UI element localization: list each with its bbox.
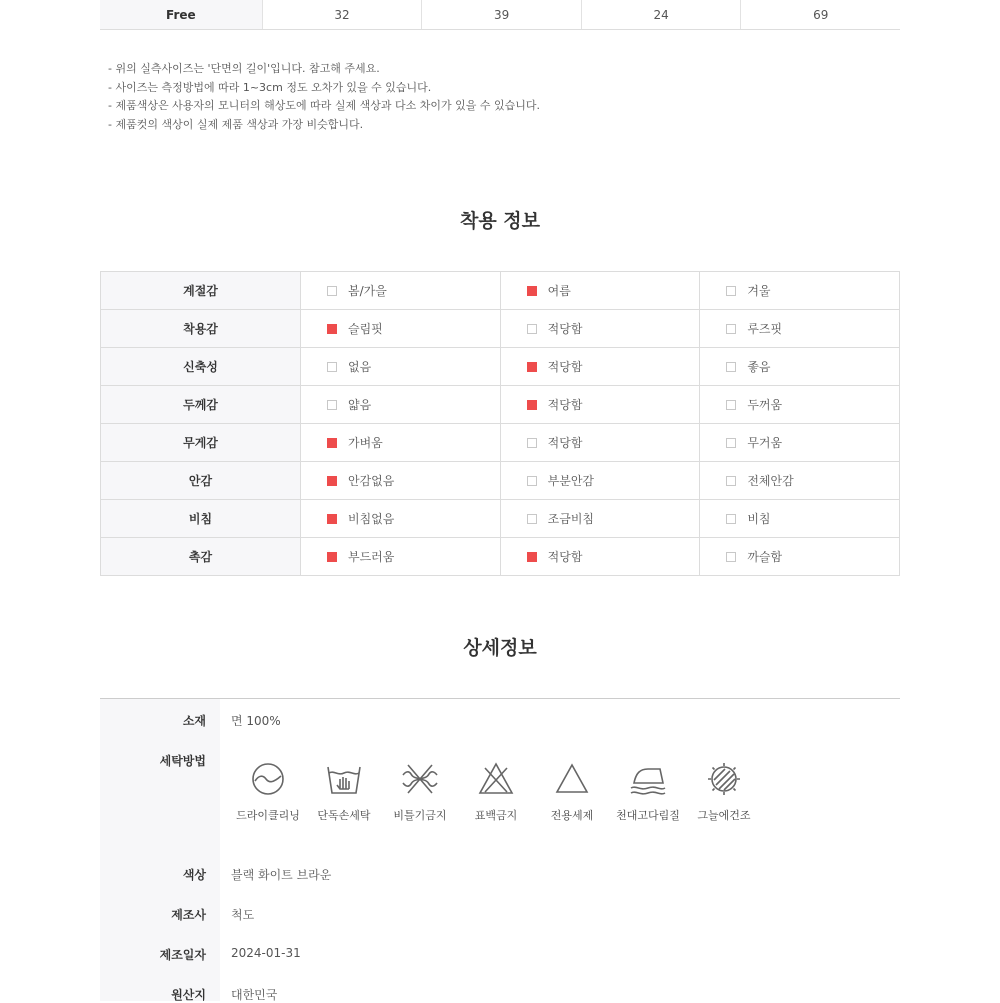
unchecked-box-icon <box>527 514 537 524</box>
wear-option-text: 안감없음 <box>348 474 395 488</box>
checked-box-icon <box>527 552 537 562</box>
wear-row-label: 계절감 <box>101 272 301 310</box>
wear-option <box>301 500 501 538</box>
wear-option-text: 조금비침 <box>547 512 595 526</box>
wear-option <box>301 462 501 500</box>
shade-dry-icon <box>704 759 744 799</box>
wear-option <box>301 272 501 310</box>
wash-icons <box>230 759 762 823</box>
wash-label-text: 표백금지 <box>474 809 518 822</box>
checked-box-icon <box>327 476 337 486</box>
no-bleach-icon <box>476 759 516 799</box>
material-value: 면 100% <box>231 714 281 728</box>
wear-option <box>301 386 501 424</box>
detergent-icon <box>552 759 592 799</box>
wear-row <box>101 348 900 386</box>
wear-row-label: 두께감 <box>101 386 301 424</box>
wear-option-text: 적당함 <box>547 322 583 336</box>
checked-box-icon <box>327 552 337 562</box>
date-value: 2024-01-31 <box>231 946 301 960</box>
wear-option-text: 적당함 <box>547 398 583 412</box>
checked-box-icon <box>327 438 337 448</box>
wear-option <box>500 310 700 348</box>
note-line: - 제품컷의 색상이 실제 제품 색상과 가장 비슷합니다. <box>108 117 364 131</box>
unchecked-box-icon <box>726 324 736 334</box>
origin-label: 원산지 <box>171 988 206 1002</box>
wash-item <box>382 759 458 823</box>
wear-option <box>301 424 501 462</box>
checked-box-icon <box>527 362 537 372</box>
unchecked-box-icon <box>327 400 337 410</box>
size-cell: 24 <box>581 0 741 29</box>
wash-item <box>610 759 686 823</box>
wear-option <box>700 310 900 348</box>
wear-option <box>500 538 700 576</box>
wash-label-text: 단독손세탁 <box>317 809 371 822</box>
wear-option <box>301 310 501 348</box>
wear-row <box>101 424 900 462</box>
wear-row-label: 안감 <box>101 462 301 500</box>
unchecked-box-icon <box>726 286 736 296</box>
wear-option <box>301 348 501 386</box>
wear-option-text: 슬림핏 <box>348 322 383 336</box>
note-line: - 위의 실측사이즈는 '단면의 길이'입니다. 참고해 주세요. <box>108 62 380 75</box>
wear-option-text: 부분안감 <box>547 474 595 488</box>
wear-row-label: 촉감 <box>101 538 301 576</box>
wear-row-label: 착용감 <box>101 310 301 348</box>
wear-option-text: 두꺼움 <box>747 398 783 412</box>
wear-option <box>700 462 900 500</box>
size-cell: 39 <box>421 0 581 29</box>
size-table-row <box>100 0 900 30</box>
unchecked-box-icon <box>726 476 736 486</box>
unchecked-box-icon <box>527 438 537 448</box>
wear-info-title: 착용 정보 <box>459 210 541 232</box>
wear-option <box>500 386 700 424</box>
wear-option-text: 여름 <box>547 284 571 298</box>
wash-label-text: 비틀기금지 <box>393 809 447 822</box>
size-cell-label: Free <box>100 0 262 29</box>
origin-value: 대한민국 <box>231 988 278 1002</box>
wear-option <box>700 538 900 576</box>
wear-option-text: 비침없음 <box>348 512 395 526</box>
wear-option-text: 가벼움 <box>348 436 383 450</box>
wear-option-text: 얇음 <box>348 398 372 412</box>
wash-item <box>458 759 534 823</box>
wear-row <box>101 538 900 576</box>
unchecked-box-icon <box>527 324 537 334</box>
wear-row-label: 무게감 <box>101 424 301 462</box>
wear-row <box>101 272 900 310</box>
wear-option <box>500 272 700 310</box>
iron-cloth-icon <box>628 759 668 799</box>
unchecked-box-icon <box>726 438 736 448</box>
wash-label-text: 전용세제 <box>550 809 594 822</box>
wear-option-text: 겨울 <box>747 284 771 298</box>
wear-row <box>101 500 900 538</box>
hand-wash-icon <box>324 759 364 799</box>
wash-label: 세탁방법 <box>159 754 206 768</box>
wear-option <box>500 348 700 386</box>
maker-label: 제조사 <box>171 908 206 922</box>
wash-label-text: 드라이클리닝 <box>236 809 300 822</box>
wear-option <box>301 538 501 576</box>
wear-row <box>101 386 900 424</box>
wash-item <box>534 759 610 823</box>
wash-item <box>230 759 306 823</box>
wear-option-text: 전체안감 <box>747 474 794 488</box>
color-label: 색상 <box>182 868 206 882</box>
maker-value: 척도 <box>231 908 255 922</box>
checked-box-icon <box>527 400 537 410</box>
unchecked-box-icon <box>726 552 736 562</box>
wear-row <box>101 462 900 500</box>
wear-option-text: 없음 <box>348 360 372 374</box>
wash-label-text: 천대고다림질 <box>616 809 680 822</box>
checked-box-icon <box>327 514 337 524</box>
size-cell: 32 <box>262 0 422 29</box>
wear-option <box>500 500 700 538</box>
wear-option-text: 무거움 <box>747 436 783 450</box>
wear-option-text: 까슬함 <box>747 550 783 564</box>
wear-row-label: 비침 <box>101 500 301 538</box>
unchecked-box-icon <box>726 400 736 410</box>
wash-item <box>686 759 762 823</box>
wear-option <box>700 348 900 386</box>
wear-info-table <box>100 271 900 576</box>
wear-option-text: 비침 <box>747 512 771 526</box>
wear-option <box>500 424 700 462</box>
unchecked-box-icon <box>726 362 736 372</box>
detail-info-title: 상세정보 <box>463 637 537 659</box>
size-notes <box>108 60 540 134</box>
note-line: - 사이즈는 측정방법에 따라 1~3cm 정도 오차가 있을 수 있습니다. <box>108 80 432 94</box>
wear-option-text: 루즈핏 <box>747 322 783 336</box>
size-cell: 69 <box>740 0 900 29</box>
wear-option-text: 봄/가을 <box>348 284 387 298</box>
wear-option-text: 적당함 <box>547 436 583 450</box>
unchecked-box-icon <box>327 362 337 372</box>
wear-option-text: 적당함 <box>547 550 583 564</box>
color-value: 블랙 화이트 브라운 <box>231 868 332 882</box>
wear-option <box>500 462 700 500</box>
no-wring-icon <box>400 759 440 799</box>
wear-option-text: 부드러움 <box>348 550 395 564</box>
dry-clean-icon <box>248 759 288 799</box>
wash-item <box>306 759 382 823</box>
material-label: 소재 <box>182 714 206 728</box>
wear-option <box>700 424 900 462</box>
wear-option-text: 좋음 <box>747 360 771 374</box>
unchecked-box-icon <box>527 476 537 486</box>
wear-option <box>700 272 900 310</box>
detail-info-table <box>100 698 900 1001</box>
note-line: - 제품색상은 사용자의 모니터의 해상도에 따라 실제 색상과 다소 차이가 있을 수 있습니다. <box>108 99 540 112</box>
wear-row <box>101 310 900 348</box>
wear-row-label: 신축성 <box>101 348 301 386</box>
wear-option <box>700 500 900 538</box>
unchecked-box-icon <box>327 286 337 296</box>
unchecked-box-icon <box>726 514 736 524</box>
checked-box-icon <box>327 324 337 334</box>
date-label: 제조일자 <box>159 948 206 962</box>
wear-option-text: 적당함 <box>547 360 583 374</box>
wash-label-text: 그늘에건조 <box>697 809 751 822</box>
wear-option <box>700 386 900 424</box>
checked-box-icon <box>527 286 537 296</box>
